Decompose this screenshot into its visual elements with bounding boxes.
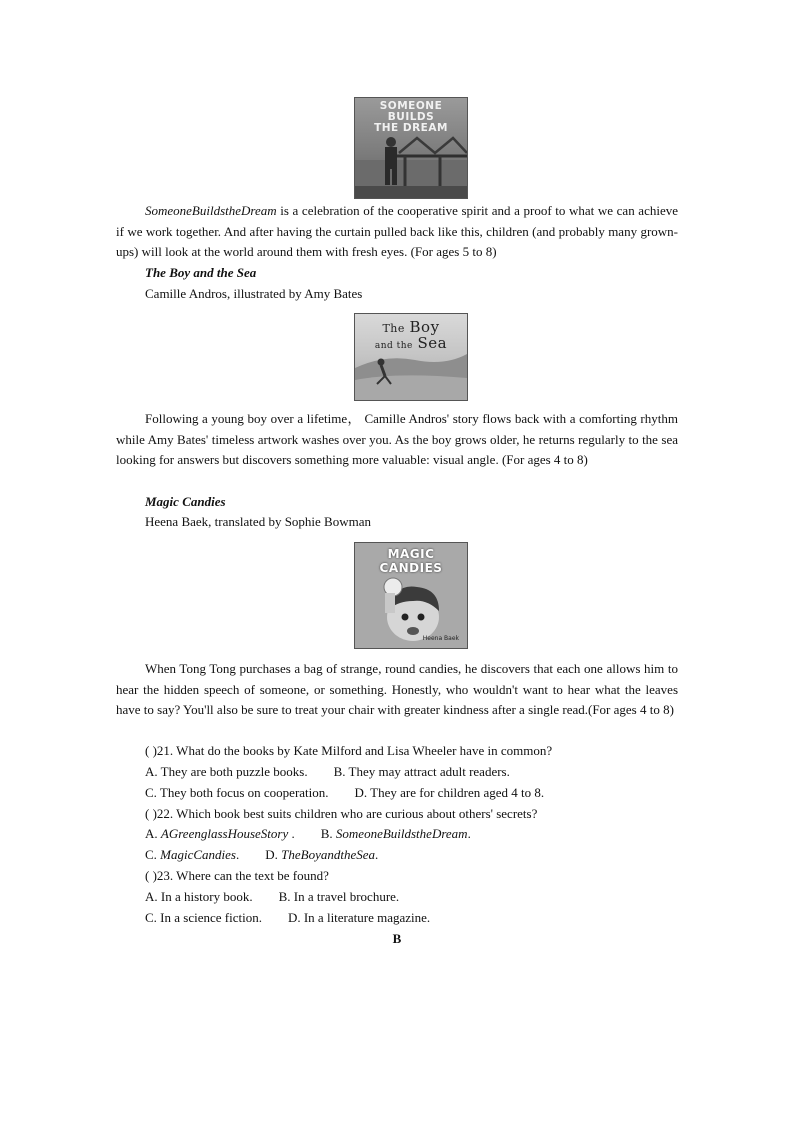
option-b[interactable]: B. SomeoneBuildstheDream.: [320, 826, 471, 841]
book-title-magic-candies: Magic Candies: [145, 494, 226, 509]
cover-the-boy-and-the-sea: [354, 313, 468, 401]
question-22-options-cd: [145, 845, 378, 865]
section-label: B: [392, 931, 402, 946]
byline-boy-and-sea: Camille Andros, illustrated by Amy Bates: [145, 286, 363, 301]
book-title: SomeoneBuildstheDream: [145, 203, 277, 218]
question-21: ( )21. What do the books by Kate Milford and Lisa Wheeler have in common?: [145, 743, 553, 758]
cover-title: The Boy and the Sea: [374, 318, 448, 352]
question-21-options-cd: [145, 783, 544, 803]
question-22-options-ab: [145, 824, 471, 844]
option-a[interactable]: A. AGreenglassHouseStory .: [145, 826, 295, 841]
question-23: ( )23. Where can the text be found?: [145, 868, 329, 883]
option-a[interactable]: A. They are both puzzle books.: [145, 764, 308, 779]
byline-magic-candies: Heena Baek, translated by Sophie Bowman: [145, 514, 371, 529]
review-boy-and-sea: Following a young boy over a lifetime， Camille Andros' story flows back with a comforting rhythm while Amy Bates' timeless artwork washes over you. As the boy grows older, he returns regularly to the sea looking for answers but discovers something more valuable: visual angle. (For ages 4 to 8): [116, 411, 678, 468]
cover-credit: Heena Baek: [422, 635, 459, 642]
question-23-options-ab: [145, 887, 399, 907]
option-c[interactable]: C. In a science fiction.: [145, 910, 262, 925]
option-c[interactable]: C. MagicCandies.: [145, 847, 240, 862]
option-a[interactable]: A. In a history book.: [145, 889, 253, 904]
question-22: ( )22. Which book best suits children who are curious about others' secrets?: [145, 806, 538, 821]
question-21-options-ab: [145, 762, 510, 782]
cover-someone-builds-the-dream: [354, 97, 468, 199]
book-title-boy-and-sea: The Boy and the Sea: [145, 265, 257, 280]
cover-title: MAGIC CANDIES: [379, 547, 443, 575]
review-someone-builds-the-dream: SomeoneBuildstheDream is a celebration of the cooperative spirit and a proof to what we can achieve if we work together. And after having the curtain pulled back like this, children (and probably many grown-ups) will look at the world around them with fresh eyes. (For ages 5 to 8): [116, 203, 678, 260]
review-magic-candies: When Tong Tong purchases a bag of strange, round candies, he discovers that each one allows him to hear the hidden speech of someone, or something. Honestly, who wouldn't want to hear what the leaves have to say? You'll also be sure to treat your chair with greater kindness after a single read.(For ages 4 to 8): [116, 661, 678, 718]
cover-title: SOMEONE BUILDS THE DREAM: [374, 100, 448, 134]
option-d[interactable]: D. TheBoyandtheSea.: [265, 847, 379, 862]
option-b[interactable]: B. In a travel brochure.: [278, 889, 400, 904]
option-c[interactable]: C. They both focus on cooperation.: [145, 785, 329, 800]
option-b[interactable]: B. They may attract adult readers.: [333, 764, 510, 779]
option-d[interactable]: D. They are for children aged 4 to 8.: [354, 785, 545, 800]
cover-magic-candies: [354, 542, 468, 649]
option-d[interactable]: D. In a literature magazine.: [287, 910, 431, 925]
question-23-options-cd: [145, 908, 430, 928]
